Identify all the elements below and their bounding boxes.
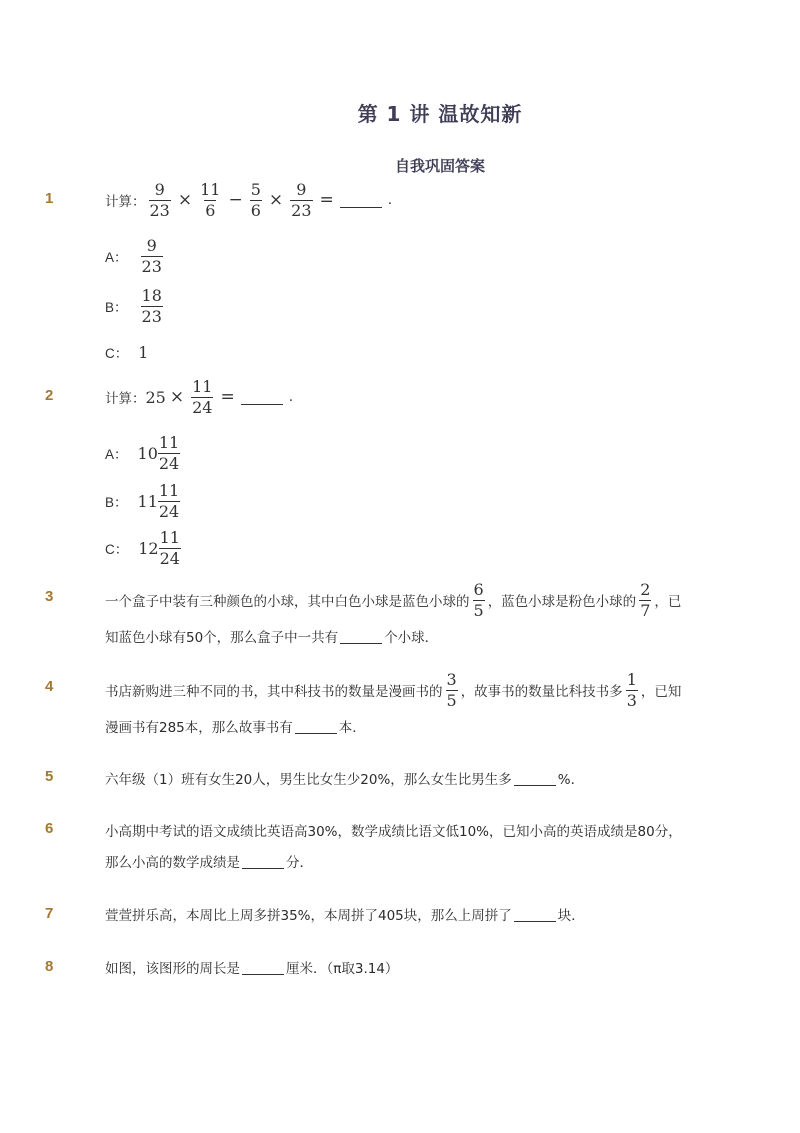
- page-title: 第 1 讲 温故知新: [357, 102, 523, 126]
- question-number: 8: [45, 958, 54, 975]
- question-7-text: [105, 892, 585, 936]
- question-number: 3: [45, 588, 54, 605]
- option-c[interactable]: [105, 526, 184, 570]
- fraction: $\frac{9}{23}$: [149, 179, 170, 220]
- fraction: $\frac{1}{3}$: [626, 669, 637, 710]
- fraction: $\frac{11}{6}$: [200, 179, 221, 220]
- option-label: B：: [105, 300, 128, 315]
- answer-blank: [340, 193, 382, 208]
- question-1-text: [105, 178, 392, 222]
- option-a[interactable]: [105, 234, 166, 278]
- question-text: ，已知: [640, 684, 682, 700]
- question-8-text: [105, 945, 398, 989]
- question-suffix: .: [387, 192, 393, 208]
- operator: ×: [268, 190, 284, 210]
- question-6-line-2: [105, 839, 313, 883]
- answer-blank: [241, 390, 283, 405]
- fraction: $\frac{11}{24}$: [158, 432, 180, 473]
- fraction: $\frac{2}{7}$: [640, 579, 651, 620]
- operator: −: [228, 190, 243, 210]
- question-4-line-2: [105, 704, 366, 748]
- operator: ×: [177, 190, 193, 210]
- question-2-text: [105, 375, 293, 419]
- whole-number: 25: [145, 387, 166, 407]
- operator: ×: [169, 387, 185, 407]
- question-text: 块．: [557, 908, 585, 924]
- question-text: 漫画书有285本，那么故事书有: [105, 720, 293, 736]
- fraction: $\frac{5}{6}$: [250, 179, 261, 220]
- option-label: A：: [105, 250, 128, 265]
- option-label: C：: [105, 542, 129, 557]
- option-value: 1: [138, 342, 149, 362]
- answer-blank: [242, 854, 284, 869]
- fraction: $\frac{6}{5}$: [473, 579, 484, 620]
- answer-blank: [295, 719, 337, 734]
- option-label: C：: [105, 346, 129, 361]
- option-a[interactable]: [105, 431, 183, 475]
- question-3-line-2: [105, 614, 438, 658]
- question-text: 书店新购进三种不同的书，其中科技书的数量是漫画书的: [105, 684, 443, 700]
- question-suffix: .: [288, 389, 294, 405]
- question-text: 个小球．: [384, 630, 439, 646]
- fraction: $\frac{11}{24}$: [159, 527, 180, 568]
- question-text: 本．: [338, 720, 366, 736]
- option-b[interactable]: [105, 479, 183, 523]
- option-b[interactable]: [105, 284, 166, 328]
- question-number: 6: [45, 820, 54, 837]
- equals-sign: =: [220, 387, 235, 407]
- question-text: 小高期中考试的语文成绩比英语高30%，数学成绩比语文低10%，已知小高的英语成绩是80分，: [105, 824, 682, 840]
- question-prefix: 计算：: [105, 194, 146, 210]
- option-label: B：: [105, 495, 128, 510]
- fraction: $\frac{11}{24}$: [192, 376, 213, 417]
- fraction: $\frac{18}{23}$: [141, 285, 162, 326]
- fraction: $\frac{9}{23}$: [291, 179, 312, 220]
- option-label: A：: [105, 447, 128, 462]
- question-number: 4: [45, 678, 54, 695]
- mixed-whole: 12: [138, 538, 159, 558]
- answer-blank: [514, 771, 556, 786]
- question-prefix: 计算：: [105, 391, 146, 407]
- question-5-text: [105, 756, 584, 800]
- question-text: 分．: [286, 855, 313, 871]
- answer-blank: [242, 960, 284, 975]
- equals-sign: =: [319, 190, 334, 210]
- page-subtitle: 自我巩固答案: [394, 157, 485, 175]
- option-c[interactable]: [105, 330, 148, 374]
- question-text: %．: [557, 772, 585, 788]
- question-text: ，蓝色小球是粉色小球的: [487, 594, 637, 610]
- mixed-whole: 10: [137, 443, 158, 463]
- answer-blank: [340, 629, 382, 644]
- question-text: ，已: [654, 594, 682, 610]
- question-number: 2: [45, 387, 54, 404]
- answer-blank: [514, 907, 556, 922]
- fraction: $\frac{11}{24}$: [158, 480, 180, 521]
- question-text: 厘米．（π取3.14）: [286, 961, 399, 977]
- question-number: 5: [45, 768, 54, 785]
- mixed-whole: 11: [137, 491, 158, 511]
- question-text: 萱萱拼乐高，本周比上周多拼35%，本周拼了405块，那么上周拼了: [105, 908, 512, 924]
- question-text: ，故事书的数量比科技书多: [460, 684, 623, 700]
- question-text: 六年级（1）班有女生20人，男生比女生少20%，那么女生比男生多: [105, 772, 512, 788]
- question-text: 一个盒子中装有三种颜色的小球，其中白色小球是蓝色小球的: [105, 594, 470, 610]
- fraction: $\frac{9}{23}$: [141, 235, 162, 276]
- question-text: 那么小高的数学成绩是: [105, 855, 240, 871]
- fraction: $\frac{3}{5}$: [446, 669, 457, 710]
- question-number: 7: [45, 905, 54, 922]
- question-text: 知蓝色小球有50个，那么盒子中一共有: [105, 630, 339, 646]
- question-text: 如图，该图形的周长是: [105, 961, 240, 977]
- question-number: 1: [45, 190, 54, 207]
